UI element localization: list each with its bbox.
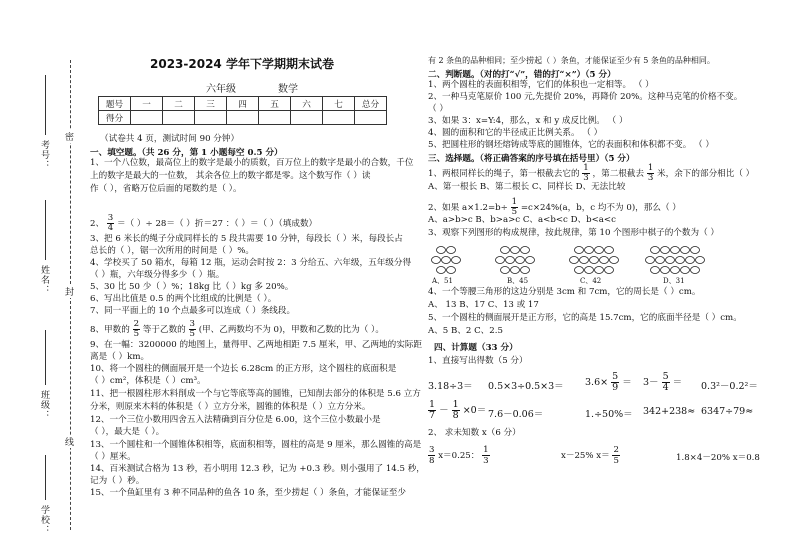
choice-2-rest: =c×24%(a，b，c 均不为 0)，那么（ ） [520,203,681,213]
calc-4-tail: ＝ [672,377,683,388]
calc-6-tail: ×0＝ [462,405,487,416]
q13-line1: 13、一个圆柱和一个圆锥体积相等，底面积相等，圆柱的高是 9 厘米，那么圆锥的高是 [90,440,422,450]
q8-fraction-1 [133,320,140,339]
score-cell[interactable] [291,111,323,125]
q2-den: 4 [107,223,114,233]
section2-title: 二、判断题。（对的打“√”，错的打“×”）（5 分） [428,70,616,80]
calc-6-f1-den: 7 [429,410,436,421]
eq1-fraction-2 [482,445,489,466]
q15-continuation: 有 2 条鱼的品种相同；至少捞起（ ）条鱼，才能保证至少有 5 条鱼的品种相同。 [428,56,715,65]
pattern-piece [595,247,604,254]
q8-f1-den: 5 [133,329,140,339]
q8-line [90,320,384,339]
q1-line3: 作（ ），省略万位后面的尾数约是（ ）。 [90,184,242,194]
pattern-piece [651,267,660,274]
pattern-piece [516,257,525,264]
judge-1: 1、两个圆柱的表面积相等，它们的体积也一定相等。 （ ） [428,80,654,90]
score-header-cell: 六 [291,97,323,111]
score-cell[interactable] [131,111,163,125]
equation-3: 1.8×4－20% x＝0.8 [676,453,760,463]
calc-2: 0.5×3÷0.5×3＝ [488,381,564,392]
pattern-piece [575,267,584,274]
pattern-piece [501,247,510,254]
calc-7: 7.6－0.06＝ [488,409,544,420]
section4-title: 四、计算题（33 分） [434,343,518,353]
choice-2-options: A、a>b>c B、b>a>c C、a<b<c D、b<a<c [428,215,616,225]
q14-line2: 记为（ ）秒。 [90,476,145,486]
score-header-cell: 一 [131,97,163,111]
pattern-piece [521,267,530,274]
q4-line2: （ ）瓶，六年级分得多少（ ）瓶。 [90,270,225,280]
section1-title: 一、填空题。（共 26 分，第 1 小题每空 0.5 分） [90,148,283,158]
pattern-figure [428,240,718,276]
q2-fraction [107,214,114,233]
pattern-piece [447,247,456,254]
eq2-num: 2 [613,445,619,455]
choice-2-den: 5 [511,207,518,217]
calc-8: 1.÷50%＝ [585,409,633,420]
judge-2: 2、一种马克笔原价 100 元,先提价 20%，再降价 20%。这种马克笔的价格不变。 [428,92,743,102]
choice-5-options: A、5 B、2 C、2.5 [428,326,503,336]
q3-line2: 总长的（ ），锯一次所用的时间是（ ）%。 [90,246,255,256]
choice-1 [428,164,754,183]
xuexiao-blank [45,455,46,500]
mi-mark: 密 [65,130,74,143]
exam-note: （试卷共 4 页，测试时间 90 分钟） [100,134,240,144]
pattern-piece [671,267,680,274]
pattern-piece [501,267,510,274]
q1-line2: 上的数字是最大的一位数， 其余各位上的数字都是零。这个数写作（ ）读 [90,171,371,181]
choice-2-prefix: 2、如果 a×1.2=b÷ [428,203,508,213]
calc-6-f2-num: 1 [452,399,459,410]
xingming-label: 姓名： [39,265,49,295]
xuexiao-label: 学校： [39,505,49,535]
score-table-header-row [99,97,387,111]
choice-1-prefix: 1、两根同样长的绳子，第一根截去它的 [428,169,580,179]
calc-10: 6347÷79≈ [701,406,754,417]
calc-1: 3.18÷3＝ [428,381,473,392]
score-header-cell: 五 [259,97,291,111]
pattern-piece [691,267,700,274]
calc-3-lead: 3.6× [585,377,609,388]
xian-mark: 线 [65,435,74,448]
calc-6-mid: － [439,405,449,416]
q2-num: 3 [107,213,114,223]
choice-1-fraction-2 [647,164,654,183]
pattern-piece [585,247,594,254]
choice-1-options: A、第一根长 B、第二根长 C、同样长 D、无法比较 [428,182,626,192]
choice-2-num: 1 [511,197,518,207]
pattern-piece [661,267,670,274]
equation-1 [428,445,490,466]
pattern-piece [570,257,579,264]
calc-3-tail: ＝ [622,377,632,388]
xingming-blank [45,200,46,260]
score-header-cell: 题号 [99,97,131,111]
q5-line: 5、30 比 50 少（ ）%；18kg 比（ ）kg 多 20%。 [90,282,294,292]
calc-3-den: 9 [612,382,619,393]
choice-1-f2-den: 3 [647,173,654,183]
calc-9: 342+238≈ [643,406,696,417]
calc-5: 0.3²－0.2²＝ [701,381,758,392]
calc-6-f1-num: 1 [429,399,436,410]
q2-rest: ＝（ ）÷ 28＝（ ）折＝27 ：（ ）＝（ ）（填成数） [117,219,318,229]
pattern-piece [511,247,520,254]
judge-2-paren: （ ） [428,104,448,114]
calc-6-f2-den: 8 [452,410,459,421]
q2-prefix: 2、 [90,219,105,229]
q8-f1-num: 2 [133,319,140,329]
q2-line [90,214,317,233]
score-table [98,96,387,125]
pattern-piece [691,247,700,254]
pattern-piece [437,247,446,254]
score-table-score-row [99,111,387,125]
q14-line1: 14、百米测试合格为 13 秒，若小明用 12.3 秒，记为 +0.3 秒。则小强用了 14.5 秒， [90,464,425,474]
eq2-lead: x－25% x＝ [561,451,610,461]
calc-4 [643,372,682,393]
calc-sub2-title: 2、 求未知数 x（6 分） [428,428,521,438]
pattern-piece [656,257,665,264]
score-cell[interactable] [259,111,291,125]
pattern-piece [696,257,705,264]
q13-line2: （ ）厘米。 [90,452,136,462]
calc-4-fraction [662,372,670,393]
pattern-piece [681,247,690,254]
pattern-piece [676,257,685,264]
pattern-piece [506,257,515,264]
eq1-num: 3 [429,445,435,455]
judge-4: 4、圆的面积和它的半径成正比例关系。 （ ） [428,128,603,138]
q11-line1: 11、把一根圆柱形木料削成一个与它等底等高的圆锥，已知削去部分的体积是 5.6 立方 [90,389,421,399]
q8-f2-num: 3 [189,319,195,329]
kaohao-label: 考号： [39,140,49,170]
choice-1-fraction-1 [582,164,589,183]
eq2-fraction [612,445,619,466]
pattern-piece [442,257,451,264]
q8-rest: (甲、乙两数均不为 0)，甲数和乙数的比为（ ）。 [198,325,384,335]
q10-line1: 10、将一个圆柱的侧面展开是一个边长 6.28cm 的正方形，这个圆柱的底面积是 [90,364,397,374]
eq1-den2: 3 [483,456,489,466]
kaohao-blank [45,75,46,135]
pattern-piece [605,247,614,254]
score-header-cell: 七 [323,97,355,111]
choice-3: 3、观察下列图形的构成规律，按此规律，第 10 个图形中棋子的个数为（ ） [428,228,720,238]
q8-f2-den: 5 [189,329,195,339]
q1-line1: 1、一个八位数，最高位上的数字是最小的质数，百万位上的数字是最小的合数，千位 [90,158,414,168]
choice-1-rest: 米，余下的部分相比（ ） [657,169,755,179]
score-header-cell: 四 [227,97,259,111]
calc-4-num: 5 [662,371,669,382]
score-cell[interactable] [163,111,195,125]
q8-mid: 等于乙数的 [142,325,186,335]
calc-4-lead: 3－ [643,377,659,388]
score-header-cell: 二 [163,97,195,111]
eq1-rest: x＝0.25： [438,451,480,461]
exam-title: 2023-2024 学年下学期期末试卷 [150,57,334,71]
q11-line2: 分米，则原来木料的体积是（ ）立方分米，圆锥的体积是（ ）立方分米。 [90,402,371,412]
pattern-piece [432,257,441,264]
choice-3-option-d: D、31 [663,277,685,285]
score-header-cell: 三 [195,97,227,111]
feng-mark: 封 [65,285,74,298]
q9-line2: 离是（ ）km。 [90,352,150,362]
calc-sub1-title: 1、直接写出得数（5 分） [428,356,528,366]
choice-1-f1-num: 1 [583,163,589,173]
pattern-piece [661,247,670,254]
calc-3 [585,372,632,393]
pattern-piece [580,257,589,264]
choice-1-f1-den: 3 [583,173,589,183]
pattern-piece [526,257,535,264]
q10-line2: （ ）cm²，体积是（ ）cm³。 [90,376,206,386]
grade-label: 六年级 [206,84,236,95]
pattern-piece [511,267,520,274]
pattern-piece [590,257,599,264]
score-header-cell: 总分 [355,97,387,111]
q12-line2: （ ），最大是（ ）。 [90,427,165,437]
pattern-piece [575,247,584,254]
q15-line1: 15、一个鱼缸里有 3 种不同品种的鱼各 10 条，至少捞起（ ）条鱼，才能保证至少 [90,488,406,498]
calc-3-fraction [611,372,619,393]
pattern-piece [610,257,619,264]
choice-4: 4、一个等腰三角形的这边分别是 3cm 和 7cm，它的周长是（ ）cm。 [428,287,701,297]
choice-1-mid: ，第二根截去 [592,169,645,179]
eq1-den: 8 [429,456,435,466]
calc-3-num: 5 [612,371,619,382]
q7-line: 7、同一平面上的 10 个点最多可以连成（ ）条线段。 [90,306,296,316]
calc-6-fraction-1 [428,400,436,421]
q3-line1: 3、把 6 米长的绳子分成同样长的 5 段共需要 10 分钟，每段长（ ）米，每段长占 [90,234,403,244]
pattern-piece [646,257,655,264]
pattern-piece [681,267,690,274]
equation-2 [561,445,620,466]
judge-5: 5、把圆柱形的钢坯熔铸成等底的圆锥体，它的表面积和体积都不变。 （ ） [428,140,714,150]
choice-3-option-a: A、51 [432,277,453,285]
q12-line1: 12、一个三位小数用四舍五入法精确到百分位是 6.00，这个三位小数最小是 [90,415,381,425]
q8-prefix: 8、甲数的 [90,325,130,335]
choice-5: 5、一个圆柱的侧面展开是正方形，它的高是 15.7cm，它的底面半径是（ ）cm。 [428,313,742,323]
pattern-piece [447,267,456,274]
calc-6-fraction-2 [452,400,460,421]
q4-line1: 4、学校买了 50 箱水，每箱 12 瓶，运动会时按 2：3 分给五、六年级，五年级分得 [90,258,412,268]
score-cell[interactable] [323,111,355,125]
score-cell[interactable] [227,111,259,125]
pattern-piece [651,247,660,254]
pattern-piece [452,257,461,264]
choice-1-f2-num: 1 [647,163,654,173]
q6-line: 6、写出比值是 0.5 的两个比组成的比例是（ ）。 [90,294,277,304]
banji-blank [45,330,46,385]
score-cell[interactable] [195,111,227,125]
judge-3: 3、如果 3：x=Y:4，那么，x 和 y 成反比例。 （ ） [428,116,628,126]
score-cell[interactable] [355,111,387,125]
calc-4-den: 4 [662,382,669,393]
banji-label: 班级： [39,390,49,420]
eq1-num2: 1 [483,445,489,455]
choice-3-option-b: B、45 [507,277,529,285]
section3-title: 三、选择题。（将正确答案的序号填在括号里）（5 分） [428,154,635,164]
pattern-piece [595,267,604,274]
q9-line1: 9、在一幅：3200000 的地图上，量得甲、乙两地相距 7.5 厘米，甲、乙两地的实际距 [90,340,423,350]
pattern-piece [437,267,446,274]
pattern-piece [686,257,695,264]
eq1-fraction-1 [428,445,435,466]
pattern-piece [666,257,675,264]
subject-label: 数学 [278,84,298,95]
pattern-piece [521,247,530,254]
calc-6 [428,400,486,421]
pattern-piece [605,267,614,274]
choice-4-options: A、 13 B、17 C、13 或 17 [428,300,539,310]
choice-3-option-c: C、42 [580,277,602,285]
q8-fraction-2 [189,320,196,339]
pattern-piece [496,257,505,264]
eq2-den: 5 [613,456,619,466]
pattern-piece [600,257,609,264]
pattern-piece [671,247,680,254]
score-row-label: 得分 [99,111,131,125]
pattern-piece [585,267,594,274]
